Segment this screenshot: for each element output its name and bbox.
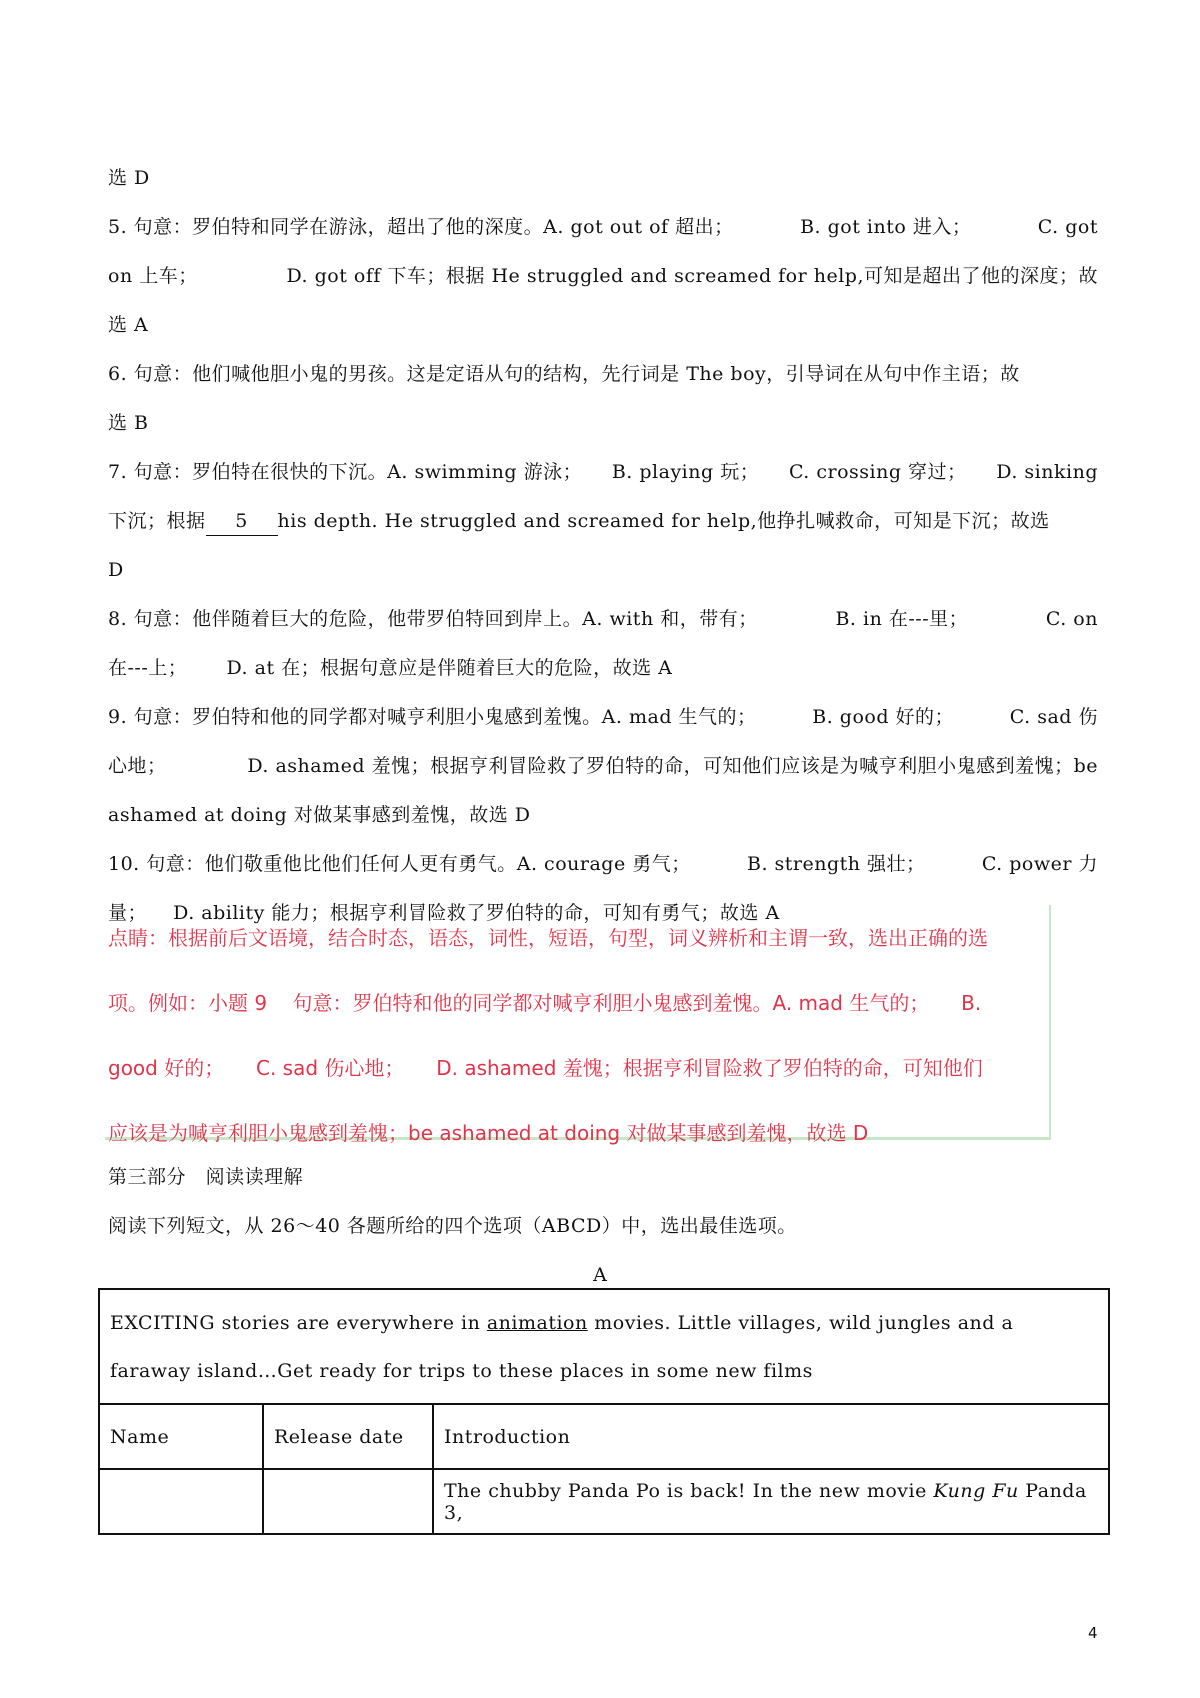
q7-part: D. sinking: [996, 461, 1098, 483]
q7-text: his depth. He struggled and screamed for help,他挣扎喊救命，可知是下沉；故选: [277, 510, 1050, 532]
q10-line-2: 量； D. ability 能力；根据亨利冒险救了罗伯特的命，可知有勇气；故选 A: [108, 902, 780, 924]
q7-line-2: [108, 507, 1098, 536]
q8-line-2: 在---上； D. at 在；根据句意应是伴随着巨大的危险，故选 A: [108, 657, 673, 679]
q5-line-2: [108, 262, 1098, 290]
release-date-cell: [263, 1469, 433, 1534]
movie-title: Kung Fu: [933, 1479, 1019, 1502]
intro-text: movies. Little villages, wild jungles and a faraway island…Get ready for trips to these places in some new films: [110, 1311, 1014, 1382]
table-row: [99, 1289, 1109, 1404]
column-header: Release date: [263, 1404, 433, 1469]
section-title: 第三部分 阅读读理解: [108, 1166, 304, 1188]
q9-part: 9. 句意：罗伯特和他的同学都对喊亨利胆小鬼感到羞愧。A. mad 生气的；: [108, 706, 757, 728]
note-line: 点睛：根据前后文语境，结合时态，语态，词性，短语，句型，词义辨析和主谓一致，选出正确的选: [108, 926, 988, 950]
q8-line-1: [108, 605, 1098, 633]
q10-part: 10. 句意：他们敬重他比他们任何人更有勇气。A. courage 勇气；: [108, 853, 691, 875]
q5-line-3: 选 A: [108, 314, 149, 336]
underlined-word: animation: [486, 1311, 588, 1334]
q9-part: B. good 好的；: [812, 706, 955, 728]
q5-part: D. got off 下车；根据 He struggled and screamed for help,可知是超出了他的深度；故: [286, 265, 1098, 287]
name-cell: [99, 1469, 263, 1534]
table-row: [99, 1469, 1109, 1534]
q7-part: 7. 句意：罗伯特在很快的下沉。A. swimming 游泳；: [108, 461, 583, 483]
q5-part: C. got: [1037, 216, 1098, 238]
note-line: 项。例如：小题 9 句意：罗伯特和他的同学都对喊亨利胆小鬼感到羞愧。A. mad 生气的； B.: [108, 991, 982, 1015]
q5-part: 5. 句意：罗伯特和同学在游泳，超出了他的深度。A. got out of 超出；: [108, 216, 734, 238]
q9-line-1: [108, 703, 1098, 731]
q9-part: D. ashamed 羞愧；根据亨利冒险救了罗伯特的命，可知他们应该是为喊亨利胆小鬼感到羞愧；be: [247, 755, 1098, 777]
note-line: 应该是为喊亨利胆小鬼感到羞愧；be ashamed at doing 对做某事感到羞愧，故选 D: [108, 1121, 869, 1145]
q10-line-1: [108, 850, 1098, 878]
q10-part: B. strength 强壮；: [746, 853, 926, 875]
intro-text: EXCITING stories are everywhere in: [110, 1311, 487, 1334]
q9-part: C. sad 伤: [1009, 706, 1098, 728]
q5-line-1: [108, 213, 1098, 241]
intro-text: The chubby Panda Po is back! In the new movie: [444, 1479, 934, 1502]
fill-blank: 5: [206, 507, 278, 536]
introduction-cell: [433, 1469, 1109, 1534]
q5-part: on 上车；: [108, 265, 198, 287]
q7-text: 下沉；根据: [108, 510, 206, 532]
q10-part: C. power 力: [981, 853, 1098, 875]
passage-table: [98, 1288, 1110, 1535]
q5-part: B. got into 进入；: [800, 216, 972, 238]
q6-line-1: 6. 句意：他们喊他胆小鬼的男孩。这是定语从句的结构，先行词是 The boy，引导词在从句中作主语；故: [108, 363, 1020, 385]
q8-part: C. on: [1045, 608, 1098, 630]
intro-cell: [99, 1289, 1109, 1404]
page-number: 4: [1088, 1624, 1098, 1642]
passage-label: A: [593, 1264, 607, 1286]
q6-line-2: 选 B: [108, 412, 149, 434]
q9-line-3: ashamed at doing 对做某事感到羞愧，故选 D: [108, 804, 531, 826]
q8-part: B. in 在---里；: [835, 608, 969, 630]
table-header-row: [99, 1404, 1109, 1469]
q7-line-3: D: [108, 559, 124, 581]
q7-part: B. playing 玩；: [611, 461, 760, 483]
column-header: Name: [99, 1404, 263, 1469]
q8-part: 8. 句意：他伴随着巨大的危险，他带罗伯特回到岸上。A. with 和，带有；: [108, 608, 758, 630]
q7-line-1: [108, 458, 1098, 486]
section-instruction: 阅读下列短文，从 26～40 各题所给的四个选项（ABCD）中，选出最佳选项。: [108, 1215, 797, 1237]
intro-text: Panda 3,: [444, 1479, 1087, 1524]
q9-part: 心地；: [108, 755, 167, 777]
q7-part: C. crossing 穿过；: [788, 461, 967, 483]
column-header: Introduction: [433, 1404, 1109, 1469]
q9-line-2: [108, 752, 1098, 780]
answer-line: 选 D: [108, 167, 150, 189]
note-line: good 好的； C. sad 伤心地； D. ashamed 羞愧；根据亨利冒险救了罗伯特的命，可知他们: [108, 1056, 983, 1080]
